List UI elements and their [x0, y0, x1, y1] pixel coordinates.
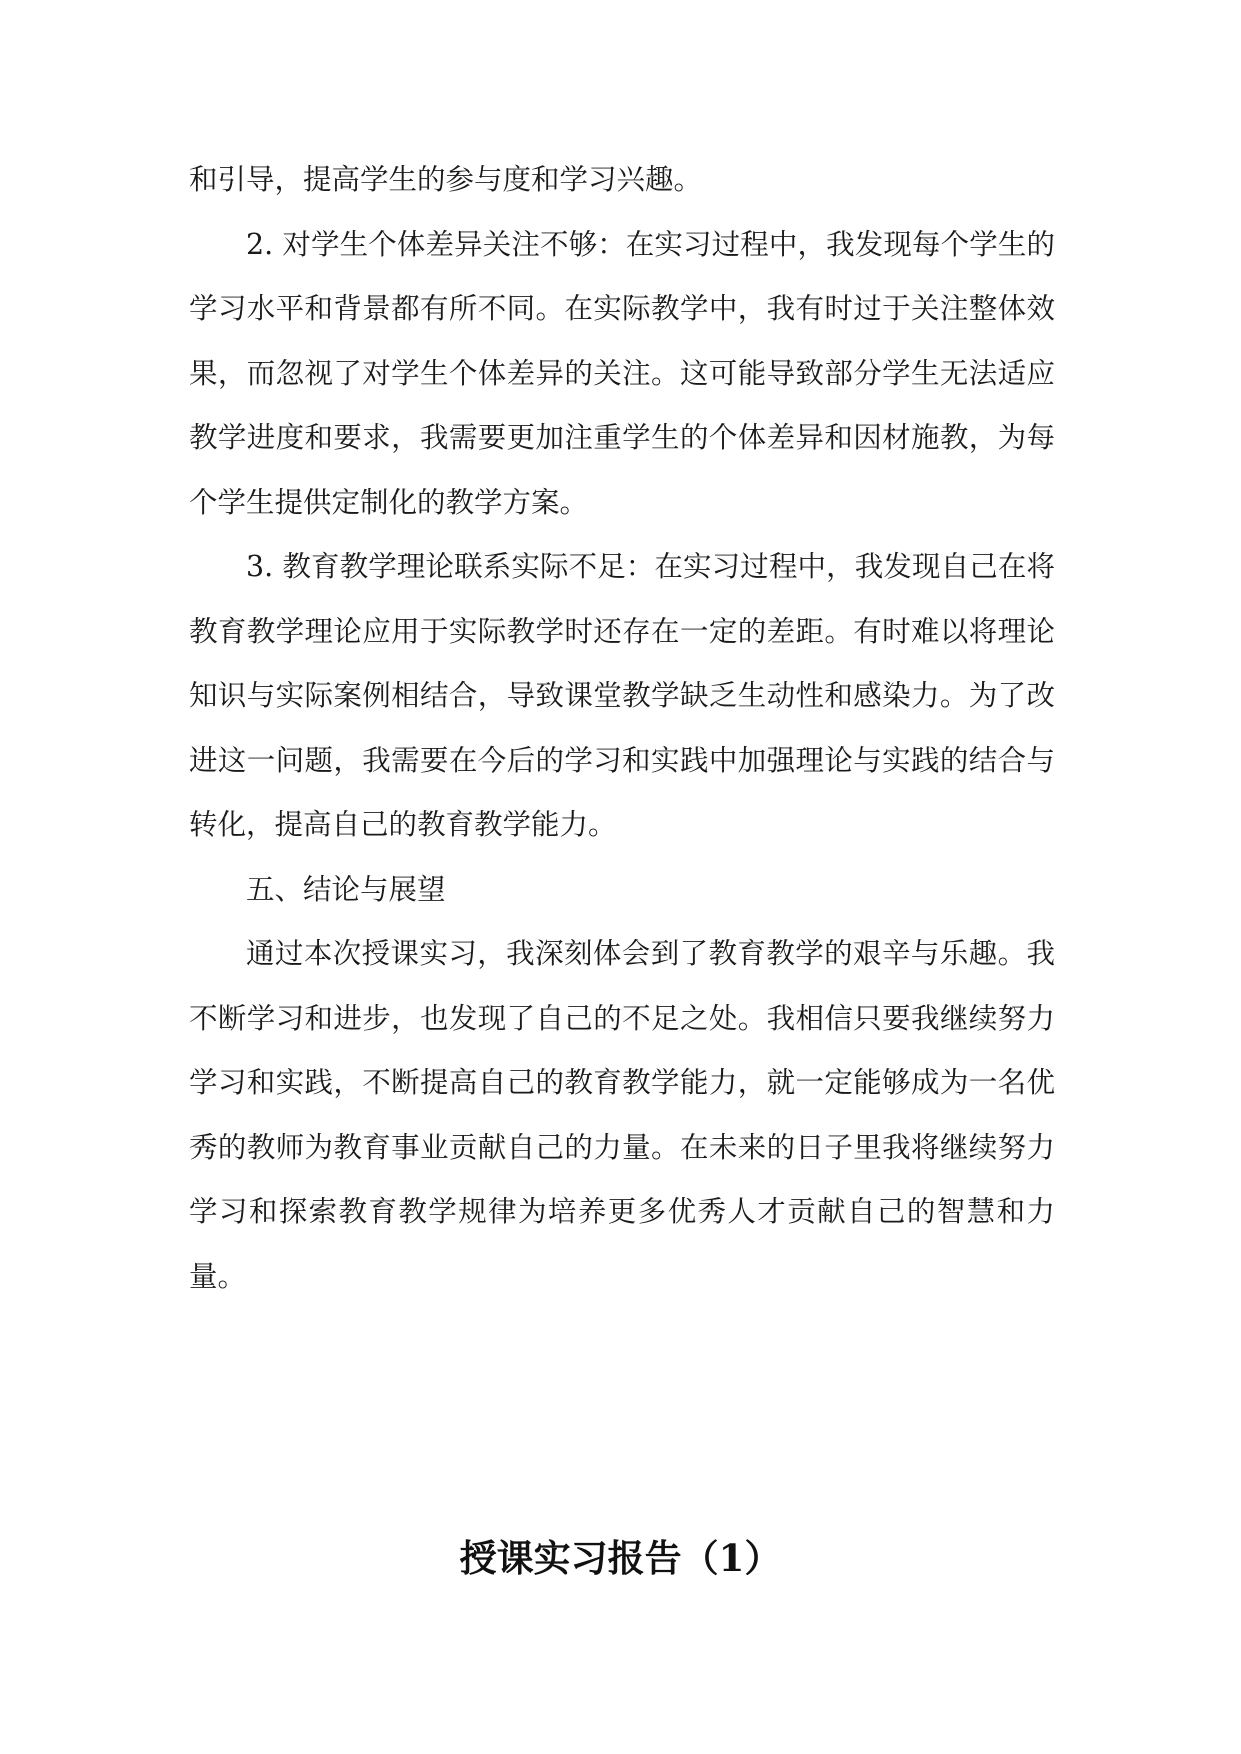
paragraph-item-3: 3. 教育教学理论联系实际不足：在实习过程中，我发现自己在将教育教学理论应用于实际教学时还存在一定的差距。有时难以将理论知识与实际案例相结合，导致课堂教学缺乏生动性和感染力。为了改进这一问题，我需要在今后的学习和实践中加强理论与实践的结合与转化，提高自己的教育教学能力。 — [189, 550, 1055, 841]
document-title: 授课实习报告（1） — [459, 1536, 782, 1580]
section-heading: 五、结论与展望 — [246, 872, 446, 906]
document-body — [189, 148, 1055, 1309]
paragraph-continuation: 和引导，提高学生的参与度和学习兴趣。 — [189, 163, 703, 196]
paragraph-item-2: 2. 对学生个体差异关注不够：在实习过程中，我发现每个学生的学习水平和背景都有所不同。在实际教学中，我有时过于关注整体效果，而忽视了对学生个体差异的关注。这可能导致部分学生无法适应教学进度和要求，我需要更加注重学生的个体差异和因材施教，为每个学生提供定制化的教学方案。 — [189, 227, 1055, 519]
paragraph-conclusion: 通过本次授课实习，我深刻体会到了教育教学的艰辛与乐趣。我不断学习和进步，也发现了自己的不足之处。我相信只要我继续努力学习和实践，不断提高自己的教育教学能力，就一定能够成为一名优秀的教师为教育事业贡献自己的力量。在未来的日子里我将继续努力学习和探索教育教学规律为培养更多优秀人才贡献自己的智慧和力量。 — [189, 937, 1055, 1293]
